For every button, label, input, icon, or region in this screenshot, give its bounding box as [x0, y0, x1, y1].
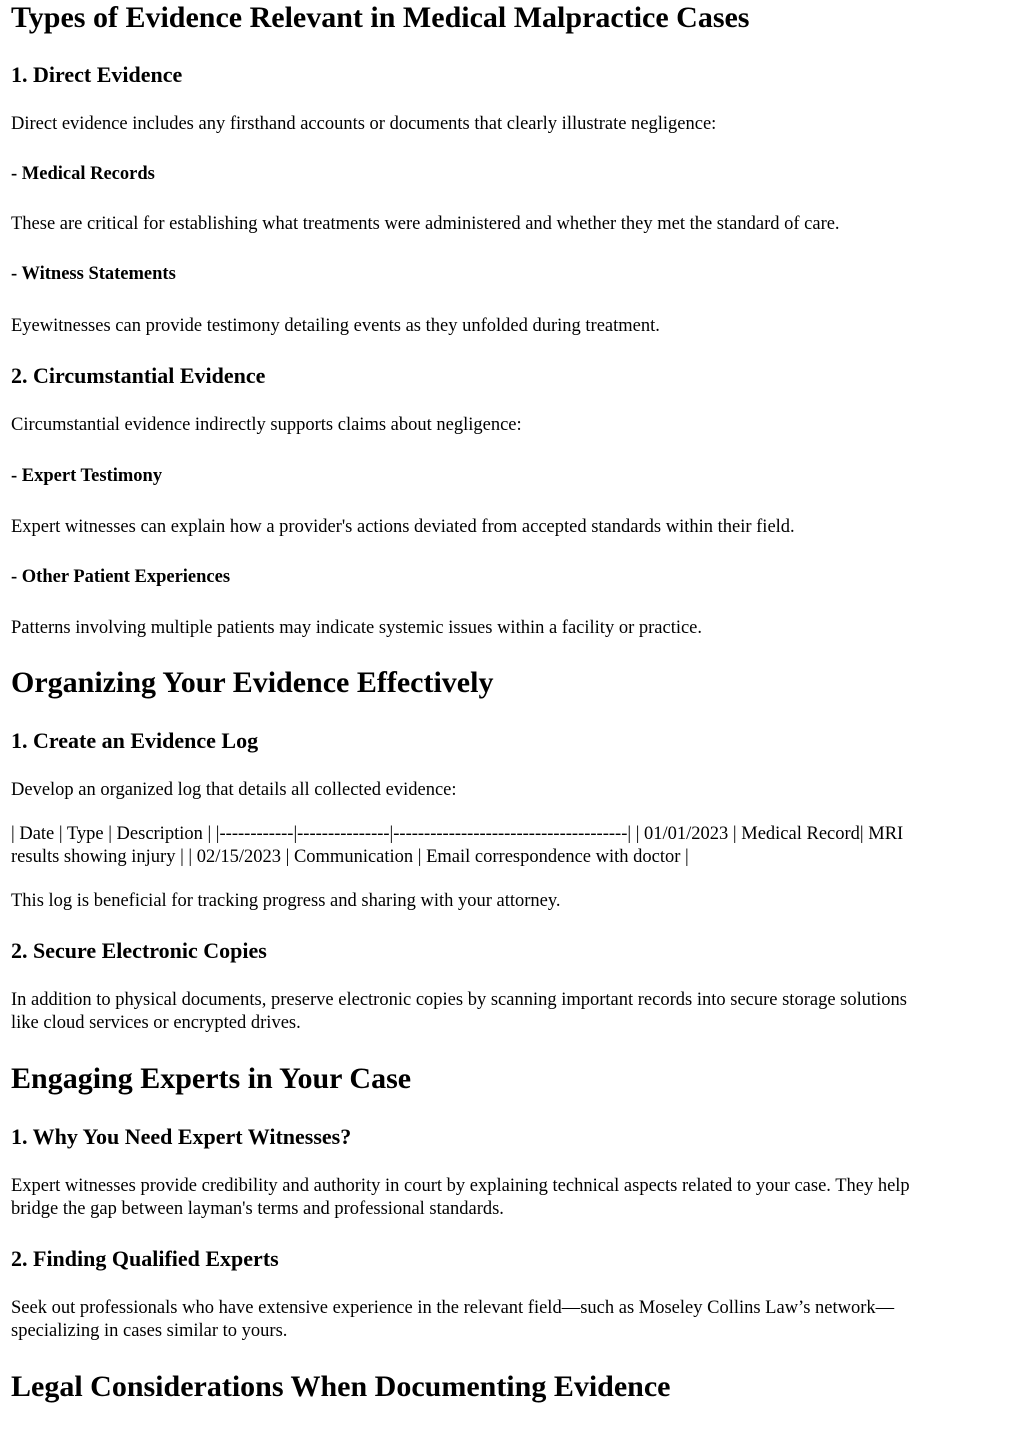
section-title-engaging-experts: Engaging Experts in Your Case	[11, 1062, 412, 1095]
paragraph-secure-copies-line-1: In addition to physical documents, preserve electronic copies by scanning important records into secure storage solutions	[11, 990, 907, 1010]
subheading-other-patient-experiences: - Other Patient Experiences	[11, 567, 231, 587]
section-title-organizing-evidence: Organizing Your Evidence Effectively	[11, 666, 494, 699]
paragraph-circumstantial-intro: Circumstantial evidence indirectly supports claims about negligence:	[11, 415, 522, 435]
paragraph-finding-experts-line-1: Seek out professionals who have extensive experience in the relevant field—such as Moseley Collins Law’s network—	[11, 1298, 895, 1318]
paragraph-evidence-log-note: This log is beneficial for tracking progress and sharing with your attorney.	[11, 891, 561, 911]
heading-why-expert-witnesses: 1. Why You Need Expert Witnesses?	[11, 1124, 352, 1149]
heading-direct-evidence: 1. Direct Evidence	[11, 62, 183, 87]
paragraph-secure-copies-line-2: like cloud services or encrypted drives.	[11, 1013, 301, 1033]
paragraph-direct-evidence-intro: Direct evidence includes any firsthand accounts or documents that clearly illustrate negligence:	[11, 114, 717, 134]
heading-create-evidence-log: 1. Create an Evidence Log	[11, 728, 259, 753]
subheading-expert-testimony: - Expert Testimony	[11, 466, 163, 486]
evidence-log-table-text-line-2: results showing injury | | 02/15/2023 | Communication | Email correspondence with doctor |	[11, 847, 689, 867]
subheading-witness-statements: - Witness Statements	[11, 264, 176, 284]
paragraph-why-experts-line-2: bridge the gap between layman's terms and professional standards.	[11, 1199, 504, 1219]
paragraph-other-patient-experiences: Patterns involving multiple patients may indicate systemic issues within a facility or practice.	[11, 618, 703, 638]
subheading-medical-records: - Medical Records	[11, 164, 155, 184]
evidence-log-table-text-line-1: | Date | Type | Description | |------------|---------------|--------------------------------------| | 01/01/2023 | Medical Record| MRI	[11, 824, 904, 844]
section-title-legal-considerations: Legal Considerations When Documenting Evidence	[11, 1370, 671, 1403]
paragraph-why-experts-line-1: Expert witnesses provide credibility and authority in court by explaining technical aspects related to your case. They help	[11, 1176, 910, 1196]
paragraph-medical-records: These are critical for establishing what treatments were administered and whether they met the standard of care.	[11, 214, 840, 234]
paragraph-finding-experts-line-2: specializing in cases similar to yours.	[11, 1321, 288, 1341]
paragraph-witness-statements: Eyewitnesses can provide testimony detailing events as they unfolded during treatment.	[11, 316, 660, 336]
heading-finding-qualified-experts: 2. Finding Qualified Experts	[11, 1246, 279, 1271]
paragraph-expert-testimony: Expert witnesses can explain how a provider's actions deviated from accepted standards within their field.	[11, 517, 795, 537]
section-title-types-of-evidence: Types of Evidence Relevant in Medical Malpractice Cases	[11, 1, 750, 34]
heading-circumstantial-evidence: 2. Circumstantial Evidence	[11, 363, 266, 388]
paragraph-evidence-log-intro: Develop an organized log that details all collected evidence:	[11, 780, 457, 800]
heading-secure-electronic-copies: 2. Secure Electronic Copies	[11, 938, 267, 963]
